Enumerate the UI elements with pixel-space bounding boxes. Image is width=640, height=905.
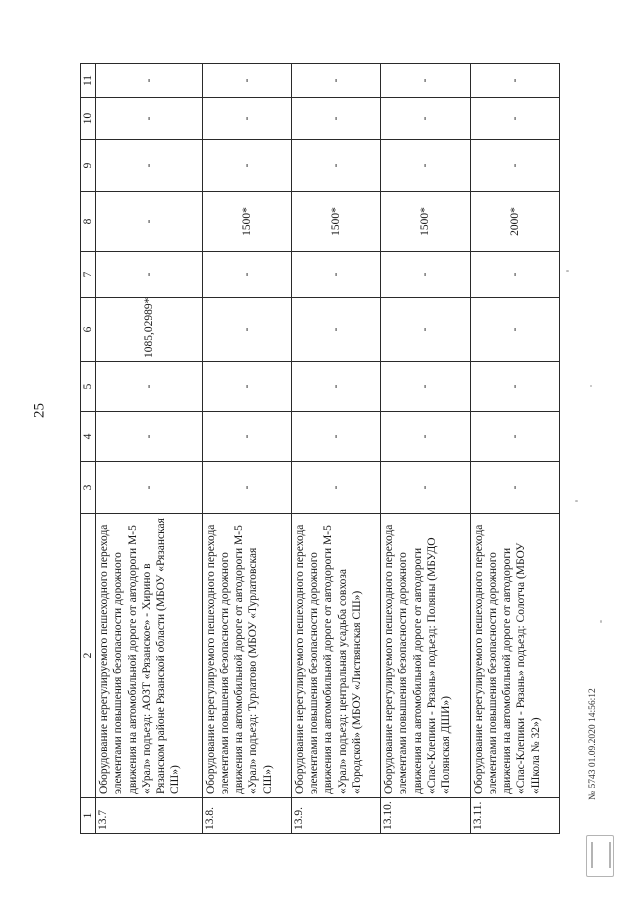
value-cell: - bbox=[202, 140, 291, 192]
row-number: 13.7 bbox=[96, 798, 203, 834]
header-cell: 11 bbox=[81, 64, 96, 98]
row-number: 13.8. bbox=[202, 798, 291, 834]
value-cell: - bbox=[96, 252, 203, 298]
rotated-table-container bbox=[80, 64, 560, 834]
value-cell: - bbox=[202, 412, 291, 462]
value-cell: - bbox=[381, 140, 470, 192]
table-row bbox=[381, 64, 470, 834]
header-cell: 6 bbox=[81, 298, 96, 362]
header-cell: 4 bbox=[81, 412, 96, 462]
value-cell: - bbox=[470, 64, 559, 98]
header-cell: 3 bbox=[81, 462, 96, 514]
value-cell: - bbox=[96, 362, 203, 412]
table-row bbox=[202, 64, 291, 834]
data-table bbox=[80, 63, 560, 834]
value-cell: - bbox=[381, 362, 470, 412]
value-cell: - bbox=[202, 98, 291, 140]
value-cell: - bbox=[202, 64, 291, 98]
scan-noise bbox=[566, 270, 569, 272]
value-cell: - bbox=[470, 298, 559, 362]
value-cell: - bbox=[96, 98, 203, 140]
value-cell: - bbox=[291, 462, 380, 514]
table-row bbox=[470, 64, 559, 834]
value-cell: - bbox=[202, 298, 291, 362]
value-cell: - bbox=[291, 64, 380, 98]
value-cell: - bbox=[381, 298, 470, 362]
value-cell: - bbox=[291, 140, 380, 192]
value-cell: - bbox=[96, 192, 203, 252]
row-description: Оборудование нерегулируемого пешеходного перехода элементами повышения безопасности дорожного движения на автомобильной дороге от автодороги М-5 «Урал» подъезд: Турлатово (МБОУ «Турлатовская СШ») bbox=[202, 514, 291, 798]
value-cell: - bbox=[470, 412, 559, 462]
value-cell: 2000* bbox=[470, 192, 559, 252]
header-cell: 10 bbox=[81, 98, 96, 140]
value-cell: - bbox=[381, 462, 470, 514]
footer-stamp-line bbox=[588, 660, 600, 800]
header-cell: 2 bbox=[81, 514, 96, 798]
row-number: 13.9. bbox=[291, 798, 380, 834]
value-cell: - bbox=[96, 462, 203, 514]
header-cell: 1 bbox=[81, 798, 96, 834]
scan-noise bbox=[600, 620, 602, 623]
header-row bbox=[81, 64, 96, 834]
registration-stamp-icon bbox=[586, 835, 614, 877]
value-cell: - bbox=[96, 140, 203, 192]
value-cell: - bbox=[381, 252, 470, 298]
value-cell: - bbox=[202, 462, 291, 514]
value-cell: - bbox=[291, 98, 380, 140]
scan-noise bbox=[575, 500, 578, 502]
value-cell: - bbox=[470, 362, 559, 412]
header-cell: 9 bbox=[81, 140, 96, 192]
page-number: 25 bbox=[31, 403, 48, 418]
scan-noise bbox=[590, 385, 592, 387]
value-cell: - bbox=[96, 64, 203, 98]
header-cell: 5 bbox=[81, 362, 96, 412]
table-row bbox=[96, 64, 203, 834]
header-cell: 7 bbox=[81, 252, 96, 298]
value-cell: - bbox=[381, 98, 470, 140]
value-cell: - bbox=[202, 252, 291, 298]
table-row bbox=[291, 64, 380, 834]
value-cell: - bbox=[291, 412, 380, 462]
value-cell: - bbox=[96, 412, 203, 462]
value-cell: - bbox=[470, 252, 559, 298]
value-cell: - bbox=[470, 140, 559, 192]
row-description: Оборудование нерегулируемого пешеходного перехода элементами повышения безопасности дорожного движения на автомобильной дороге от автодороги М-5 «Урал» подъезд: центральная усадьба совхоза «Городской» (МБОУ «Листвянская СШ») bbox=[291, 514, 380, 798]
row-number: 13.10. bbox=[381, 798, 470, 834]
value-cell: - bbox=[291, 252, 380, 298]
registration-number: № 5743 01.09.2020 14:56:12 bbox=[588, 688, 598, 800]
value-cell: - bbox=[381, 412, 470, 462]
value-cell: - bbox=[470, 462, 559, 514]
row-description: Оборудование нерегулируемого пешеходного перехода элементами повышения безопасности дорожного движения на автомобильной дороге от автодороги «Спас-Клепики - Рязань» подъезд: Солотча (МБОУ «Школа № 32») bbox=[470, 514, 559, 798]
value-cell: - bbox=[291, 298, 380, 362]
value-cell: 1085,02989* bbox=[96, 298, 203, 362]
value-cell: 1500* bbox=[381, 192, 470, 252]
value-cell: 1500* bbox=[202, 192, 291, 252]
row-description: Оборудование нерегулируемого пешеходного перехода элементами повышения безопасности дорожного движения на автомобильной дороге от автодороги «Спас-Клепики - Рязань» подъезд: Поляны (МБУДО «Полянская ДШИ») bbox=[381, 514, 470, 798]
row-number: 13.11. bbox=[470, 798, 559, 834]
value-cell: - bbox=[381, 64, 470, 98]
value-cell: 1500* bbox=[291, 192, 380, 252]
row-description: Оборудование нерегулируемого пешеходного перехода элементами повышения безопасности дорожного движения на автомобильной дороге от автодороги М-5 «Урал» подъезд: АОЗТ «Рязанское» - Хирино в Рязанском районе Рязанской области (МБОУ «Рязанская СШ») bbox=[96, 514, 203, 798]
value-cell: - bbox=[470, 98, 559, 140]
header-cell: 8 bbox=[81, 192, 96, 252]
value-cell: - bbox=[291, 362, 380, 412]
value-cell: - bbox=[202, 362, 291, 412]
